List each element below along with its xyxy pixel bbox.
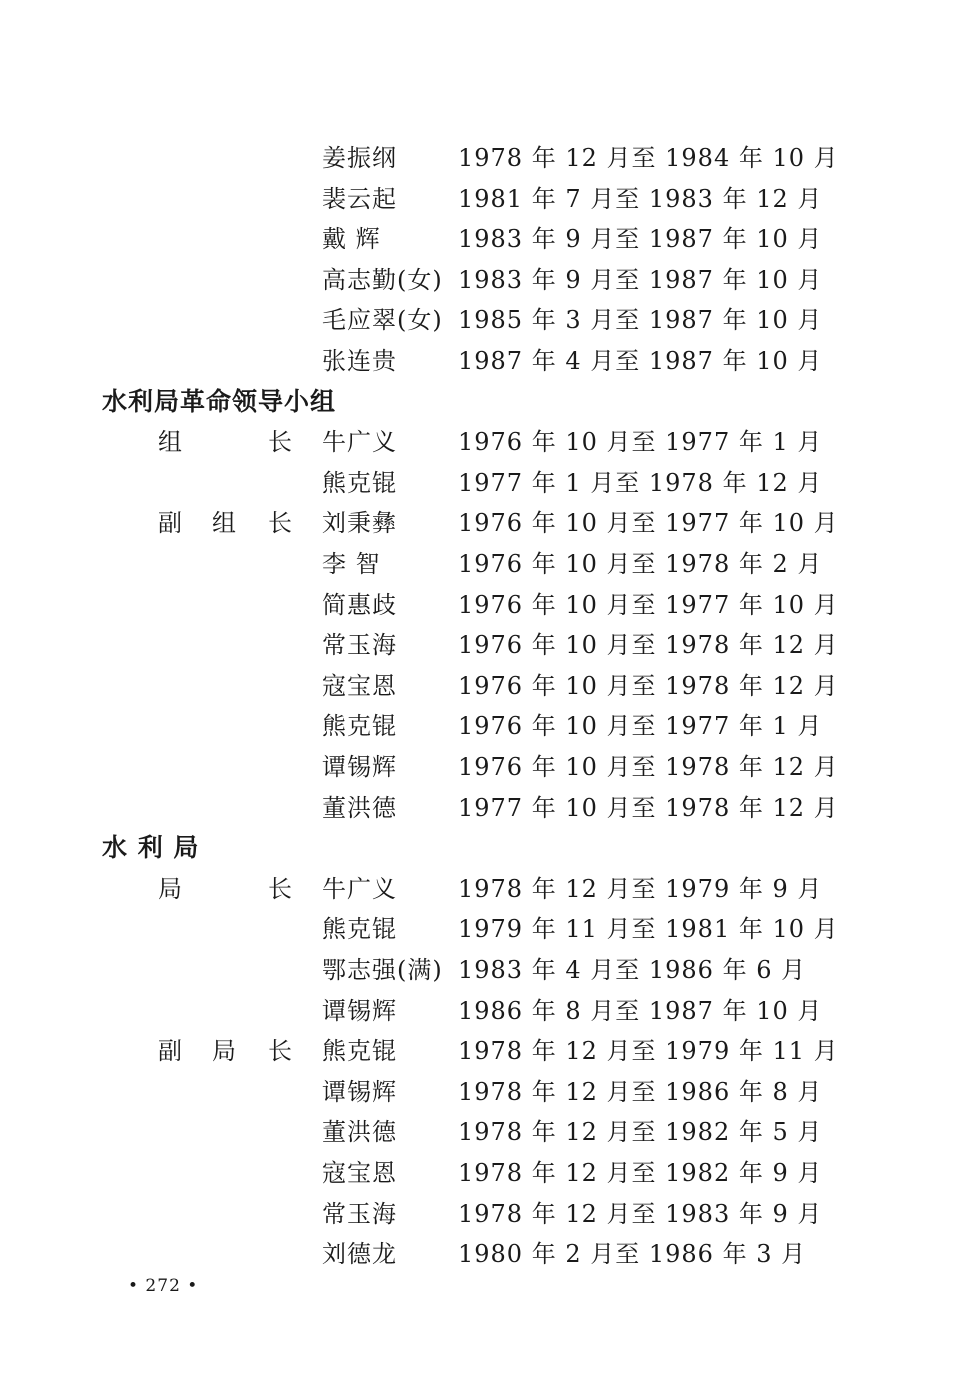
role-title-char: 副 <box>158 509 183 538</box>
roster-line <box>0 260 976 300</box>
person-name: 常玉海 <box>322 631 397 660</box>
person-name: 寇宝恩 <box>322 671 397 700</box>
roster-line <box>0 1112 976 1152</box>
person-name: 熊克锟 <box>322 712 397 741</box>
term-dates: 1977 年 10 月至 1978 年 12 月 <box>458 793 839 822</box>
role-title-char: 局 <box>158 874 183 903</box>
person-name: 简惠歧 <box>322 590 397 619</box>
roster-line <box>0 300 976 340</box>
role-title-char: 副 <box>158 1037 183 1066</box>
person-name: 裴云起 <box>322 184 397 213</box>
person-name: 鄂志强(满) <box>322 956 443 984</box>
person-name: 牛广义 <box>322 874 397 903</box>
person-name: 李 智 <box>322 550 381 578</box>
term-dates: 1978 年 12 月至 1982 年 9 月 <box>458 1159 823 1187</box>
person-name: 常玉海 <box>322 1199 397 1228</box>
person-name: 高志勤(女) <box>322 265 443 294</box>
roster-line <box>0 422 976 462</box>
roster-line <box>0 1234 976 1274</box>
person-name: 熊克锟 <box>322 468 397 497</box>
role-title-char: 长 <box>268 509 293 538</box>
term-dates: 1977 年 1 月至 1978 年 12 月 <box>458 468 823 497</box>
role-title-char: 局 <box>212 1037 237 1066</box>
roster-line <box>0 341 976 381</box>
person-name: 谭锡辉 <box>322 996 397 1025</box>
term-dates: 1985 年 3 月至 1987 年 10 月 <box>458 306 823 335</box>
term-dates: 1976 年 10 月至 1978 年 12 月 <box>458 631 839 660</box>
section-heading-text: 水 利 局 <box>102 833 200 863</box>
term-dates: 1986 年 8 月至 1987 年 10 月 <box>458 996 823 1025</box>
roster-line <box>0 138 976 178</box>
term-dates: 1976 年 10 月至 1977 年 10 月 <box>458 590 839 619</box>
roster-line <box>0 544 976 584</box>
term-dates: 1976 年 10 月至 1978 年 12 月 <box>458 753 839 781</box>
term-dates: 1980 年 2 月至 1986 年 3 月 <box>458 1240 807 1269</box>
role-title-char: 长 <box>268 874 293 903</box>
person-name: 谭锡辉 <box>322 1077 397 1106</box>
roster-line <box>0 666 976 706</box>
term-dates: 1981 年 7 月至 1983 年 12 月 <box>458 184 823 213</box>
section-heading-text: 水利局革命领导小组 <box>102 386 337 416</box>
role-title-char: 长 <box>268 1037 293 1066</box>
term-dates: 1976 年 10 月至 1978 年 2 月 <box>458 550 823 578</box>
term-dates: 1979 年 11 月至 1981 年 10 月 <box>458 915 839 944</box>
section-heading <box>0 382 976 422</box>
person-name: 董洪德 <box>322 1118 397 1147</box>
role-title-char: 组 <box>158 428 183 457</box>
term-dates: 1978 年 12 月至 1979 年 11 月 <box>458 1037 839 1066</box>
person-name: 姜振纲 <box>322 144 397 172</box>
roster-line <box>0 1072 976 1112</box>
term-dates: 1987 年 4 月至 1987 年 10 月 <box>458 347 823 375</box>
person-name: 董洪德 <box>322 793 397 822</box>
roster-line <box>0 909 976 949</box>
roster-line <box>0 625 976 665</box>
person-name: 刘德龙 <box>322 1240 397 1269</box>
roster-line <box>0 788 976 828</box>
term-dates: 1983 年 9 月至 1987 年 10 月 <box>458 225 823 254</box>
roster-line <box>0 950 976 990</box>
roster-line <box>0 179 976 219</box>
person-name: 牛广义 <box>322 428 397 457</box>
term-dates: 1978 年 12 月至 1982 年 5 月 <box>458 1118 823 1147</box>
person-name: 寇宝恩 <box>322 1159 397 1187</box>
section-heading <box>0 828 976 868</box>
role-title-char: 组 <box>212 509 237 538</box>
term-dates: 1976 年 10 月至 1977 年 10 月 <box>458 509 839 538</box>
term-dates: 1978 年 12 月至 1983 年 9 月 <box>458 1199 823 1228</box>
roster-line <box>0 503 976 543</box>
roster-line <box>0 1153 976 1193</box>
roster-line <box>0 991 976 1031</box>
term-dates: 1978 年 12 月至 1984 年 10 月 <box>458 144 839 172</box>
role-title-char: 长 <box>268 428 293 457</box>
term-dates: 1983 年 4 月至 1986 年 6 月 <box>458 956 807 984</box>
person-name: 张连贵 <box>322 347 397 375</box>
person-name: 熊克锟 <box>322 915 397 944</box>
roster-line <box>0 747 976 787</box>
person-name: 谭锡辉 <box>322 753 397 781</box>
person-name: 戴 辉 <box>322 225 381 254</box>
term-dates: 1976 年 10 月至 1977 年 1 月 <box>458 712 823 741</box>
roster-line <box>0 1031 976 1071</box>
roster-line <box>0 219 976 259</box>
roster-line <box>0 869 976 909</box>
term-dates: 1978 年 12 月至 1986 年 8 月 <box>458 1077 823 1106</box>
roster-line <box>0 463 976 503</box>
person-name: 刘秉彝 <box>322 509 397 538</box>
term-dates: 1976 年 10 月至 1977 年 1 月 <box>458 428 823 457</box>
page-number: • 272 • <box>128 1276 199 1296</box>
roster-line <box>0 706 976 746</box>
person-name: 毛应翠(女) <box>322 306 443 335</box>
term-dates: 1978 年 12 月至 1979 年 9 月 <box>458 874 823 903</box>
term-dates: 1976 年 10 月至 1978 年 12 月 <box>458 671 839 700</box>
person-name: 熊克锟 <box>322 1037 397 1066</box>
term-dates: 1983 年 9 月至 1987 年 10 月 <box>458 265 823 294</box>
roster-line <box>0 1194 976 1234</box>
roster-line <box>0 585 976 625</box>
